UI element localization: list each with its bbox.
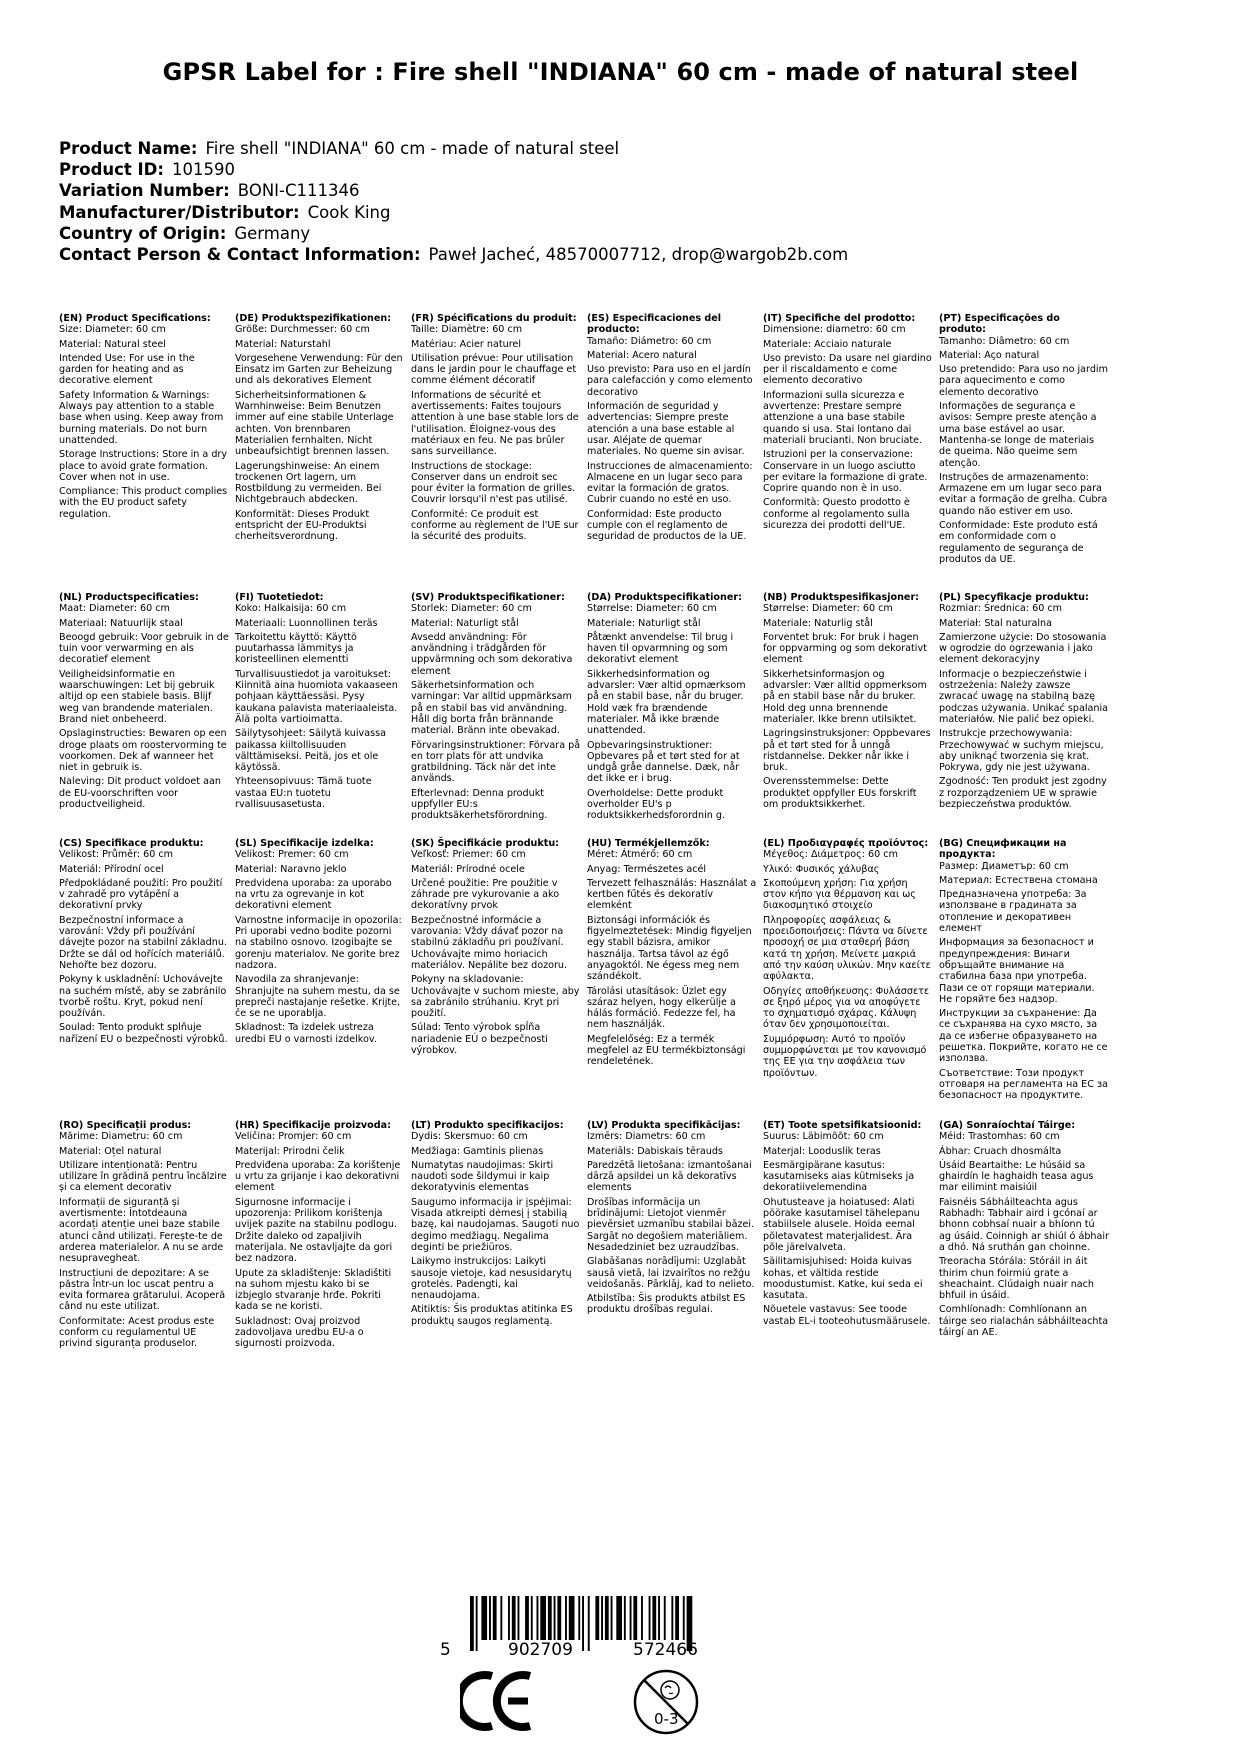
spec-line: Tarkoitettu käyttö: Käyttö puutarhassa lämmitys ja koristeellinen elementti — [235, 631, 357, 666]
spec-line: Υλικό: Φυσικός χάλυβας — [763, 863, 880, 875]
spec-heading: (HU) Termékjellemzők: — [587, 838, 710, 849]
spec-line: Tárolási utasítások: Üzlet egy száraz helyen, hogy elkerülje a hálás formáció. Fedezze fel, ha nem használják. — [587, 985, 736, 1031]
spec-line: Información de seguridad y advertencias: Siempre preste atención a una base estable al usar. Aléjate de quemar materiales. No queme sin avisar. — [587, 401, 745, 458]
spec-line: Størrelse: Diameter: 60 cm — [587, 603, 717, 615]
spec-block — [411, 1120, 581, 1330]
spec-line: Paredzētā lietošana: izmantošanai dārzā apsildei un kā dekoratīvs elements — [587, 1159, 752, 1194]
spec-block — [59, 1120, 229, 1353]
spec-line: Overensstemmelse: Dette produktet oppfyller EUs forskrift om produktsikkerhet. — [763, 776, 917, 811]
spec-heading: (RO) Specificații produs: — [59, 1120, 192, 1131]
spec-block — [411, 838, 581, 1059]
spec-line: Instrucciones de almacenamiento: Almacene en un lugar seco para evitar la formación de gratos. Cubrir cuando no esté en uso. — [587, 460, 753, 506]
barcode-bar — [641, 1596, 643, 1640]
spec-block — [235, 838, 405, 1048]
spec-line: Предназначена употреба: За използване в градината за отопление и декоративен елемент — [939, 889, 1087, 935]
spec-block — [235, 313, 405, 546]
spec-line: Μέγεθος: Διάμετρος: 60 cm — [763, 849, 898, 861]
spec-line: Suurus: Läbimõõt: 60 cm — [763, 1131, 884, 1143]
spec-line: Bezpečnostní informace a varování: Vždy při používání dávejte pozor na stabilní základnu. Držte se dál od hořících materiálů. Nehořte bez dozoru. — [59, 914, 227, 971]
barcode-bar — [489, 1596, 491, 1640]
spec-line: Sicherheitsinformationen & Warnhinweise: Beim Benutzen immer auf eine stabile Unterlage achten. Von brennbaren Materialien fernhalten. Nicht unbeaufsichtigt brennen lassen. — [235, 389, 394, 458]
barcode-bar — [595, 1596, 599, 1640]
spec-line: Nõuetele vastavus: See toode vastab EL-i tooteohutusmäärusele. — [763, 1304, 931, 1327]
spec-line: Atbilstība: Šis produkts atbilst ES produktu drošības regulai. — [587, 1293, 746, 1316]
spec-line: Σκοπούμενη χρήση: Για χρήση στον κήπο για θέρμανση και ως διακοσμητικό στοιχείο — [763, 877, 916, 912]
spec-line: Avsedd användning: För användning i trädgården för uppvärmning och som dekorativa element — [411, 631, 573, 677]
spec-line: Materiale: Naturligt stål — [587, 617, 701, 629]
spec-heading: (HR) Specifikacije proizvoda: — [235, 1120, 391, 1131]
barcode-bar — [476, 1596, 478, 1651]
info-country-of-origin: Country of Origin: Germany — [59, 223, 311, 243]
spec-line: Velikost: Průměr: 60 cm — [59, 849, 173, 861]
spec-line: Dydis: Skersmuo: 60 cm — [411, 1131, 528, 1143]
spec-heading: (LV) Produkta specifikācijas: — [587, 1120, 741, 1131]
spec-line: Material: Aço natural — [939, 349, 1040, 361]
barcode-bar — [565, 1596, 567, 1640]
spec-block — [763, 313, 933, 534]
spec-line: Anyag: Természetes acél — [587, 863, 707, 875]
barcode-bar — [649, 1596, 651, 1640]
barcode-bar — [493, 1596, 497, 1640]
spec-heading: (CS) Specifikace produktu: — [59, 838, 204, 849]
spec-heading: (PL) Specyfikacje produktu: — [939, 592, 1089, 603]
barcode-digit-first: 5 — [440, 1640, 451, 1660]
spec-line: Rozmiar: Średnica: 60 cm — [939, 603, 1062, 615]
spec-line: Soulad: Tento produkt splňuje nařízení EU o bezpečnosti výrobků. — [59, 1022, 228, 1045]
spec-line: Instrucțiuni de depozitare: A se păstra într-un loc uscat pentru a evita formarea grătarului. Acoperă când nu este utilizat. — [59, 1267, 226, 1313]
spec-line: Utilisation prévue: Pour utilisation dans le jardin pour le chauffage et comme élément décoratif — [411, 352, 577, 387]
barcode-bar — [578, 1596, 580, 1640]
spec-line: Maat: Diameter: 60 cm — [59, 603, 170, 615]
age-warning-0-3-icon — [632, 1668, 700, 1736]
barcode-bar — [658, 1596, 660, 1640]
spec-line: Eesmärgipärane kasutus: kasutamiseks aias kütmiseks ja dekoratiivelemendina — [763, 1159, 915, 1194]
spec-line: Predviđena uporaba: Za korištenje u vrtu za grijanje i kao dekorativni element — [235, 1159, 401, 1194]
spec-heading: (DE) Produktspezifikationen: — [235, 313, 392, 324]
spec-line: Naleving: Dit product voldoet aan de EU-voorschriften voor productveiligheid. — [59, 776, 221, 811]
spec-line: Vorgesehene Verwendung: Für den Einsatz im Garten zur Beheizung und als dekoratives Element — [235, 352, 403, 387]
spec-line: Οδηγίες αποθήκευσης: Φυλάσσετε σε ξηρό μέρος για να αποφύγετε το σχηματισμό σχάρας. Κάλυψη όταν δεν χρησιμοποιείται. — [763, 985, 930, 1031]
barcode-bar — [652, 1596, 656, 1640]
barcode-bar — [518, 1596, 520, 1640]
barcode-bar — [582, 1596, 584, 1651]
spec-line: Megfelelőség: Ez a termék megfelel az EU termékbiztonsági rendeletének. — [587, 1033, 746, 1068]
spec-line: Materiaal: Natuurlijk staal — [59, 617, 183, 629]
barcode-bar — [470, 1596, 474, 1651]
spec-line: Zamierzone użycie: Do stosowania w ogrodzie do ogrzewania i jako element dekoracyjny — [939, 631, 1107, 666]
spec-line: Πληροφορίες ασφάλειας & προειδοποιήσεις: Πάντα να δίνετε προσοχή σε μια σταθερή βάση κατά τη χρήση. Μείνετε μακριά από την καύση υλικών. Μην καείτε αφύλακτα. — [763, 914, 931, 983]
spec-line: Velikost: Premer: 60 cm — [235, 849, 349, 861]
info-contact: Contact Person & Contact Information: Paweł Jacheć, 48570007712, drop@wargob2b.com — [59, 245, 849, 265]
barcode-bar — [601, 1596, 603, 1640]
barcode-bar — [554, 1596, 556, 1640]
spec-line: Påtænkt anvendelse: Til brug i haven til opvarmning og som dekorativt element — [587, 631, 734, 666]
spec-heading: (EN) Product Specifications: — [59, 313, 211, 324]
spec-line: Dimensione: diametro: 60 cm — [763, 324, 906, 336]
spec-line: Информация за безопасност и предупреждения: Винаги обръщайте внимание на стабилна база при употреба. Пази се от горящи материали. Не горяйте без надзор. — [939, 937, 1095, 1005]
spec-line: Съответствие: Този продукт отговаря на регламента на ЕС за безопасност на продуктите. — [939, 1067, 1108, 1102]
spec-block — [587, 838, 757, 1071]
spec-heading: (FR) Spécifications du produit: — [411, 313, 577, 324]
barcode-digits-left: 902709 — [508, 1640, 573, 1660]
spec-heading: (LT) Produkto specifikacijos: — [411, 1120, 564, 1131]
spec-line: Conformità: Questo prodotto è conforme al regolamento sulla sicurezza dei prodotti dell'UE. — [763, 497, 910, 532]
info-manufacturer: Manufacturer/Distributor: Cook King — [59, 202, 391, 222]
spec-block — [235, 1120, 405, 1353]
spec-line: Drošības informācija un brīdinājumi: Lietojot vienmēr pievērsiet uzmanību stabilai bāzei. Sargāt no degošiem materiāliem. Nesadedziniet bez uzraudzības. — [587, 1196, 755, 1253]
spec-line: Taille: Diamètre: 60 cm — [411, 324, 523, 336]
spec-line: Yhteensopivuus: Tämä tuote vastaa EU:n tuotetu rvallisuusasetusta. — [235, 776, 372, 811]
spec-line: Efterlevnad: Denna produkt uppfyller EU:s produktsäkerhetsförordning. — [411, 787, 548, 822]
spec-line: Medžiaga: Gamtinis plienas — [411, 1145, 544, 1157]
spec-line: Saugumo informacija ir įspėjimai: Visada atkreipti dėmesį į stabilią bazę, kai naudojamas. Saugoti nuo degimo medžiagų. Negalima deginti be priežiūros. — [411, 1196, 580, 1253]
spec-block — [939, 592, 1109, 813]
spec-line: Méid: Trastomhas: 60 cm — [939, 1131, 1060, 1143]
barcode-bar — [508, 1596, 510, 1640]
spec-line: Matériau: Acier naturel — [411, 338, 522, 350]
spec-block — [763, 592, 933, 813]
spec-line: Numatytas naudojimas: Skirti naudoti sode šildymui ir kaip dekoratyvinis elementas — [411, 1159, 554, 1194]
spec-line: Atitiktis: Šis produktas atitinka ES produktų saugos reglamentą. — [411, 1304, 573, 1327]
spec-line: Intended Use: For use in the garden for heating and as decorative element — [59, 352, 195, 387]
spec-line: Izmērs: Diametrs: 60 cm — [587, 1131, 706, 1143]
ce-mark-icon — [460, 1670, 536, 1732]
spec-line: Istruzioni per la conservazione: Conservare in un luogo asciutto per evitare la formazione di grate. Coprire quando non è in uso. — [763, 449, 928, 495]
spec-heading: (BG) Спецификации на продукта: — [939, 838, 1067, 861]
barcode-bar — [683, 1596, 685, 1640]
spec-heading: (DA) Produktspecifikationer: — [587, 592, 742, 603]
spec-block — [59, 313, 229, 523]
spec-line: Zgodność: Ten produkt jest zgodny z rozporządzeniem UE w sprawie bezpieczeństwa produktów. — [939, 776, 1107, 811]
product-info — [59, 138, 848, 265]
spec-heading: (PT) Especificações do produto: — [939, 313, 1060, 336]
spec-line: Turvallisuustiedot ja varoitukset: Kiinnitä aina huomiota vakaaseen pohjaan käyttäessäsi. Pysy kaukana palavista materiaaleista. Älä polta vartioimatta. — [235, 668, 398, 725]
spec-line: Conformidad: Este producto cumple con el reglamento de seguridad de productos de la UE. — [587, 508, 747, 543]
spec-line: Materijal: Prirodni čelik — [235, 1145, 345, 1157]
spec-line: Materiaali: Luonnollinen teräs — [235, 617, 378, 629]
spec-block — [59, 592, 229, 813]
spec-line: Материал: Естествена стомана — [939, 874, 1098, 886]
age-text: 0-3 — [654, 1710, 679, 1728]
spec-line: Opslaginstructies: Bewaren op een droge plaats om roostervorming te voorkomen. Dek af wanneer het niet in gebruik is. — [59, 728, 227, 774]
spec-line: Instructions de stockage: Conserver dans un endroit sec pour éviter la formation de grilles. Couvrir lorsqu'il n'est pas utilisé. — [411, 460, 576, 506]
spec-block — [939, 1120, 1109, 1341]
spec-line: Beoogd gebruik: Voor gebruik in de tuin voor verwarming en als decoratief element — [59, 631, 229, 666]
spec-line: Opbevaringsinstruktioner: Opbevares på et tørt sted for at undgå gråe dannelse. Dæk, når det ikke er i brug. — [587, 739, 740, 785]
spec-line: Materiale: Naturlig stål — [763, 617, 873, 629]
spec-block — [763, 1120, 933, 1330]
barcode-bar — [481, 1596, 487, 1640]
barcode-bar — [664, 1596, 666, 1640]
spec-line: Utilizare intenționată: Pentru utilizare în grădină pentru încălzire și ca element decorativ — [59, 1159, 227, 1194]
spec-line: Sikkerhedsinformation og advarsler: Vær altid opmærksom på en stabil base, når du bruger. Hold væk fra brændende materialer. Må ikke brænde unattended. — [587, 668, 746, 737]
spec-line: Material: Naturligt stål — [411, 617, 519, 629]
barcode-bar — [605, 1596, 609, 1640]
info-product-id: Product ID: 101590 — [59, 160, 235, 180]
spec-line: Størrelse: Diameter: 60 cm — [763, 603, 893, 615]
barcode-bar — [500, 1596, 502, 1640]
spec-heading: (NL) Productspecificaties: — [59, 592, 199, 603]
barcode-bar — [630, 1596, 632, 1640]
page-title: GPSR Label for : Fire shell "INDIANA" 60 cm - made of natural steel — [162, 58, 1079, 86]
info-product-name: Product Name: Fire shell "INDIANA" 60 cm - made of natural steel — [59, 139, 620, 158]
spec-line: Súlad: Tento výrobok spĺňa nariadenie EÚ o bezpečnosti výrobkov. — [411, 1022, 548, 1057]
spec-line: Materiál: Přírodní ocel — [59, 863, 164, 875]
spec-line: Ábhar: Cruach dhosmálta — [939, 1145, 1062, 1157]
spec-line: Materiál: Prírodné ocele — [411, 863, 525, 875]
spec-line: Conformitate: Acest produs este conform cu regulamentul UE privind siguranța produselor. — [59, 1315, 215, 1350]
spec-line: Conformité: Ce produit est conforme au règlement de l'UE sur la sécurité des produits. — [411, 508, 579, 543]
spec-heading: (SV) Produktspecifikationer: — [411, 592, 565, 603]
spec-line: Určené použitie: Pre použitie v záhrade pre vykurovanie a ako dekoratívny prvok — [411, 877, 560, 912]
spec-line: Tamaño: Diámetro: 60 cm — [587, 335, 712, 347]
spec-line: Размер: Диаметър: 60 cm — [939, 860, 1069, 872]
spec-line: Material: Natural steel — [59, 338, 166, 350]
spec-line: Sikkerhetsinformasjon og advarsler: Vær alltid oppmerksom på en stabil base når du bruker. Hold deg unna brennende materialer. Ikke brenn utilsiktet. — [763, 668, 927, 725]
spec-line: Informacje o bezpieczeństwie i ostrzeżenia: Należy zawsze zwracać uwagę na stabilną bazę podczas używania. Unikać spalania materiałów. Nie palić bez opieki. — [939, 668, 1109, 725]
spec-block — [939, 313, 1109, 568]
spec-line: Materjal: Looduslik teras — [763, 1145, 881, 1157]
spec-block — [587, 592, 757, 825]
spec-line: Pokyny na skladovanie: Uchovávajte v suchom mieste, aby sa zabránilo strúhaniu. Kryt pri použití. — [411, 974, 580, 1020]
spec-line: Säilitamisjuhised: Hoida kuivas kohas, et vältida restide moodustumist. Katke, kui seda ei kasutata. — [763, 1256, 923, 1302]
barcode-bar — [569, 1596, 575, 1640]
spec-line: Úsáid Beartaithe: Le húsáid sa ghairdín le haghaidh teasa agus mar eilimint maisiúil — [939, 1159, 1094, 1194]
spec-line: Treoracha Stórála: Stóráil in áit thirim chun foirmiú grate a sheachaint. Clúdaigh nuair nach bhfuil in úsáid. — [939, 1256, 1095, 1302]
barcode-bar — [675, 1596, 679, 1640]
spec-line: Säilytysohjeet: Säilytä kuivassa paikassa kiiltollisuuden välttämiseksi. Peitä, jos et ole käytössä. — [235, 728, 386, 774]
spec-line: Uso pretendido: Para uso no jardim para aquecimento e como elemento decorativo — [939, 364, 1108, 398]
spec-heading: (NB) Produktspesifikasjoner: — [763, 592, 920, 603]
spec-heading: (EL) Προδιαγραφές προϊόντος: — [763, 838, 929, 849]
spec-line: Materiāls: Dabiskais tērauds — [587, 1145, 723, 1157]
barcode-bar — [525, 1596, 529, 1640]
spec-line: Comhlíonadh: Comhlíonann an táirge seo rialachán sábháilteachta táirgí an AE. — [939, 1304, 1109, 1339]
spec-line: Glabāšanas norādījumi: Uzglabāt sausā vietā, lai izvairītos no režģu veidošanās. Pārklāj, kad to nelieto. — [587, 1256, 755, 1290]
spec-line: Materiał: Stal naturalna — [939, 617, 1053, 629]
spec-line: Sigurnosne informacije i upozorenja: Prilikom korištenja uvijek pazite na stabilnu podlogu. Držite daleko od zapaljivih materijala. Ne ostavljajte da gori bez nadzora. — [235, 1196, 398, 1265]
spec-line: Safety Information & Warnings: Always pay attention to a stable base when using. Keep away from burning materials. Do not burn unattended. — [59, 389, 224, 446]
spec-line: Tervezett felhasználás: Használat a kertben fűtés és dekoratív elemként — [587, 877, 757, 912]
barcode-bar — [557, 1596, 561, 1640]
spec-line: Storage Instructions: Store in a dry place to avoid grate formation. Cover when not in use. — [59, 449, 228, 483]
spec-line: Sukladnost: Ovaj proizvod zadovoljava uredbu EU-a o sigurnosti proizvoda. — [235, 1315, 364, 1350]
spec-line: Bezpečnostné informácie a varovania: Vždy dávať pozor na stabilnú základňu pri používaní. Uchovávajte mimo horiacich materiálov. Nepálite bez dozoru. — [411, 914, 568, 971]
spec-heading: (ES) Especificaciones del producto: — [587, 313, 722, 336]
spec-block — [59, 838, 229, 1048]
barcode — [440, 1596, 755, 1651]
spec-line: Laikymo instrukcijos: Laikyti sausoje vietoje, kad nesusidarytų grotelės. Padengti, kai nenaudojama. — [411, 1256, 572, 1302]
spec-line: Skladnost: Ta izdelek ustreza uredbi EU o varnosti izdelkov. — [235, 1022, 377, 1045]
spec-line: Uso previsto: Para uso en el jardín para calefacción y como elemento decorativo — [587, 364, 753, 398]
spec-line: Lagringsinstruksjoner: Oppbevares på et tørt sted for å unngå ristdannelse. Dekker når ikke i bruk. — [763, 728, 931, 774]
barcode-bar — [633, 1596, 637, 1640]
barcode-bar — [588, 1596, 590, 1651]
spec-line: Faisnéis Sábháilteachta agus Rabhadh: Tabhair aird i gcónaí ar bhonn cobhsaí nuair a bhíonn tú ag úsáid. Coinnigh ar shiúl ó ábhair a dhó. Ná sruthán gan choinne. — [939, 1196, 1109, 1253]
spec-line: Informații de siguranță și avertismente: Întotdeauna acordați atenție unei baze stabile atunci când utilizați. Ferește-te de arderea materialelor. A nu se arde nesupravegheat. — [59, 1196, 224, 1265]
info-variation-number: Variation Number: BONI-C111346 — [59, 181, 360, 201]
spec-line: Material: Oțel natural — [59, 1145, 162, 1157]
spec-line: Συμμόρφωση: Αυτό το προϊόν συμμορφώνεται με τον κανονισμό της ΕΕ για την ασφάλεια των προϊόντων. — [763, 1033, 927, 1079]
barcode-bar — [531, 1596, 533, 1640]
spec-line: Materiale: Acciaio naturale — [763, 338, 892, 350]
barcode-bar — [671, 1596, 673, 1640]
spec-line: Инструкции за съхранение: Да се съхранява на сухо място, за да се избегне образуването на решетка. Покрийте, когато не се използва. — [939, 1008, 1108, 1065]
spec-line: Material: Naturstahl — [235, 338, 331, 350]
spec-line: Instrukcje przechowywania: Przechowywać w suchym miejscu, aby uniknąć tworzenia się krat. Pokrywa, gdy nie jest używana. — [939, 728, 1104, 774]
barcode-bar — [624, 1596, 626, 1640]
spec-block — [763, 838, 933, 1082]
spec-line: Varnostne informacije in opozorila: Pri uporabi vedno bodite pozorni na stabilno osnovo. Izogibajte se gorenju materialov. Ne gorite brez nadzora. — [235, 914, 402, 971]
spec-line: Navodila za shranjevanje: Shranjujte na suhem mestu, da se prepreči nastajanje rešetke. Krijte, če se ne uporablja. — [235, 974, 401, 1020]
spec-line: Förvaringsinstruktioner: Förvara på en torr plats för att undvika gratbildning. Täck när det inte används. — [411, 739, 581, 785]
spec-line: Upute za skladištenje: Skladištiti na suhom mjestu kako bi se izbjeglo stvaranje hrđe. Pokriti kada se ne koristi. — [235, 1267, 392, 1313]
spec-line: Mărime: Diametru: 60 cm — [59, 1131, 183, 1143]
spec-heading: (IT) Specifiche del prodotto: — [763, 313, 916, 324]
spec-line: Veličina: Promjer: 60 cm — [235, 1131, 352, 1143]
spec-line: Material: Naravno jeklo — [235, 863, 347, 875]
spec-line: Předpokládané použití: Pro použití v zahradě pro vytápění a dekorativní prvky — [59, 877, 223, 912]
spec-line: Compliance: This product complies with the EU product safety regulation. — [59, 486, 228, 520]
spec-line: Predvidena uporaba: za uporabo na vrtu za ogrevanje in kot dekorativni element — [235, 877, 392, 912]
spec-block — [587, 313, 757, 546]
barcode-bar — [512, 1596, 516, 1640]
spec-line: Storlek: Diameter: 60 cm — [411, 603, 532, 615]
spec-line: Informations de sécurité et avertissements: Faites toujours attention à une base stable lors de l'utilisation. Éloignez-vous des matériaux en feu. Ne pas brûler sans surveillance. — [411, 389, 579, 458]
barcode-bar — [540, 1596, 546, 1640]
spec-line: Tamanho: Diâmetro: 60 cm — [939, 335, 1070, 347]
spec-line: Veiligheidsinformatie en waarschuwingen: Let bij gebruik altijd op een stabiele basis. Blijf weg van brandende materialen. Brand niet onbeheerd. — [59, 668, 215, 725]
spec-block — [411, 313, 581, 546]
barcode-bar — [537, 1596, 539, 1640]
spec-heading: (FI) Tuotetiedot: — [235, 592, 324, 603]
barcode-bar — [616, 1596, 622, 1640]
spec-line: Veľkosť: Priemer: 60 cm — [411, 849, 526, 861]
spec-block — [235, 592, 405, 813]
spec-line: Biztonsági információk és figyelmeztetések: Mindig figyeljen egy stabil bázisra, amikor használja. Tartsa távol az égő anyagoktól. Ne égess meg nem szándékolt. — [587, 914, 752, 983]
spec-line: Informações de segurança e avisos: Sempre preste atenção a uma base estável ao usar. Mantenha-se longe de materiais de queima. Não queime sem atenção. — [939, 401, 1097, 469]
spec-line: Overholdelse: Dette produkt overholder EU's p roduktsikkerhedsforordnin g. — [587, 787, 726, 822]
spec-line: Ohutusteave ja hoiatused: Alati pöörake kasutamisel tähelepanu stabiilsele alusele. Hoida eemal põletavatest materjalidest. Ära põle järelvalveta. — [763, 1196, 920, 1253]
spec-line: Instruções de armazenamento: Armazene em um lugar seco para evitar a formação de grelha. Cubra quando não estiver em uso. — [939, 471, 1108, 517]
spec-line: Size: Diameter: 60 cm — [59, 324, 166, 336]
spec-heading: (GA) Sonraíochtaí Táirge: — [939, 1120, 1076, 1131]
spec-block — [939, 838, 1109, 1105]
spec-line: Größe: Durchmesser: 60 cm — [235, 324, 370, 336]
spec-line: Informazioni sulla sicurezza e avvertenze: Prestare sempre attenzione a una base stabile quando si usa. Stai lontano dai materiali brucianti. Non bruciate. — [763, 389, 923, 446]
spec-block — [411, 592, 581, 825]
spec-heading: (SK) Špecifikácie produktu: — [411, 838, 560, 849]
spec-line: Forventet bruk: For bruk i hagen for oppvarming og som dekorativt element — [763, 631, 927, 666]
barcode-digits-right: 572466 — [633, 1640, 698, 1660]
barcode-bar — [548, 1596, 552, 1640]
spec-line: Lagerungshinweise: An einem trockenen Ort lagern, um Rostbildung zu vermeiden. Bei Nichtgebrauch abdecken. — [235, 460, 382, 506]
spec-line: Material: Acero natural — [587, 349, 697, 361]
spec-heading: (ET) Toote spetsifikatsioonid: — [763, 1120, 922, 1131]
spec-line: Uso previsto: Da usare nel giardino per il riscaldamento e come elemento decorativo — [763, 352, 932, 387]
spec-heading: (SL) Specifikacije izdelka: — [235, 838, 374, 849]
spec-line: Konformität: Dieses Produkt entspricht der EU-Produktsi cherheitsverordnung. — [235, 508, 370, 543]
spec-block — [587, 1120, 757, 1319]
barcode-bar — [611, 1596, 613, 1640]
spec-line: Méret: Átmérő: 60 cm — [587, 849, 693, 861]
spec-line: Pokyny k uskladnění: Uchovávejte na suchém místě, aby se zabránilo tvorbě roštu. Kryt, pokud není používán. — [59, 974, 227, 1020]
spec-line: Koko: Halkaisija: 60 cm — [235, 603, 347, 615]
spec-line: Säkerhetsinformation och varningar: Var alltid uppmärksam på en stabil bas vid användning. Håll dig borta från brännande material. Bränn inte obevakad. — [411, 680, 572, 737]
spec-line: Conformidade: Este produto está em conformidade com o regulamento de segurança de produtos da UE. — [939, 520, 1098, 565]
